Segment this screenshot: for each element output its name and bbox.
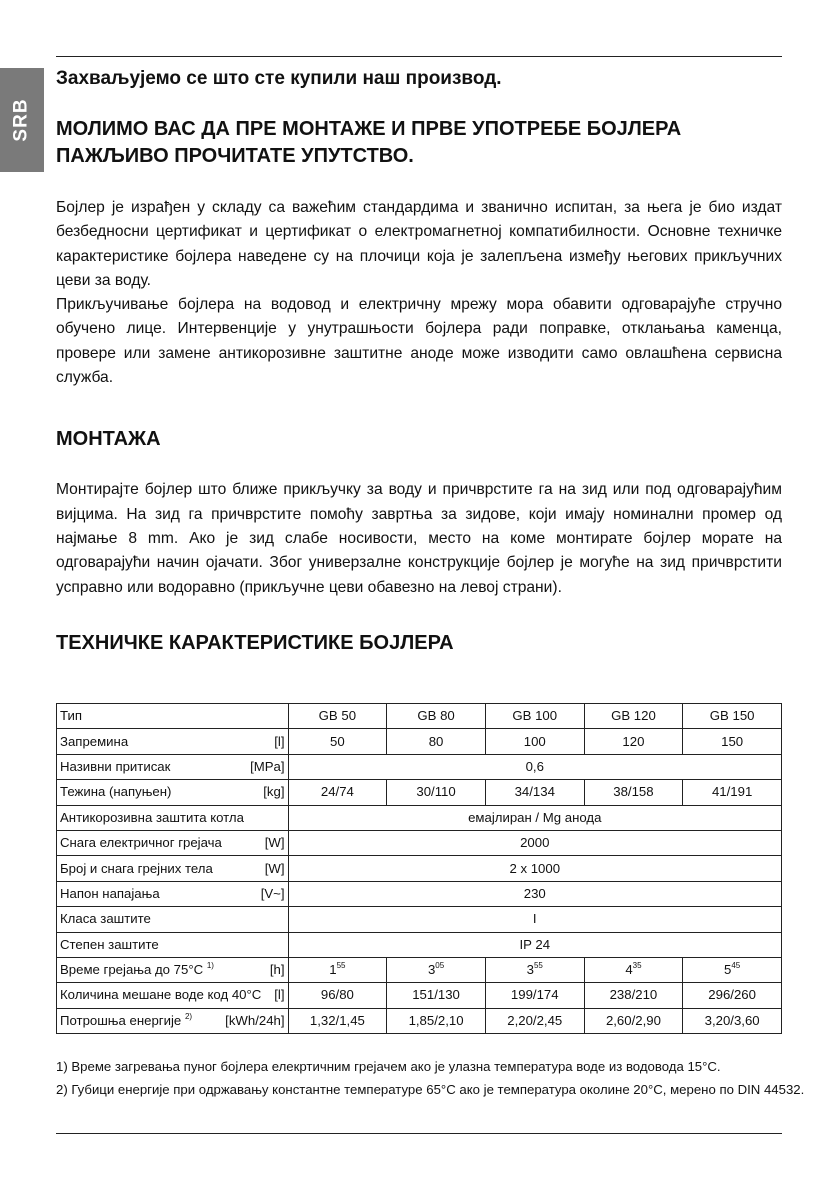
table-row (57, 729, 782, 754)
table-row (57, 780, 782, 805)
value-cell: 151/130 (387, 983, 486, 1008)
value-cell: $1^{55}$ (288, 957, 387, 982)
spec-label: Запремина [l] (57, 729, 289, 754)
language-tab-label: SRB (11, 98, 32, 142)
value-cell: $5^{45}$ (683, 957, 782, 982)
value-cell: 199/174 (485, 983, 584, 1008)
intro-paragraph-1: Бојлер је израђен у складу са важећим стандардима и званично испитан, за њега је био издат безбедносни цертификат и цертификат о електромагнетној компатибилности. Основне техничке карактеристике бојлера наведене су на плочици која је залепљена између његових прикључних цеви за воду. (56, 199, 782, 289)
language-tab (0, 68, 44, 172)
model-cell: GB 150 (683, 704, 782, 729)
value-cell: 296/260 (683, 983, 782, 1008)
spec-label: Време грејања до 75°C $^{1)}$ [h] (57, 957, 289, 982)
value-cell: $3^{05}$ (387, 957, 486, 982)
mounting-paragraph: Монтирајте бојлер што ближе прикључку за воду и причврстите га на зид или под одговарајућим вијцима. На зид га причврстите помоћу завртња за зидове, који имају номинални промер од најмање 8 mm. Ако је зид слабе носивости, место на коме монтирате бојлер морате на одговарајући начин ојачати. Због универзалне конструкције бојлер је могуће на зид причврстити усправно или водоравно (прикључне цеви обавезно на левој страни). (56, 481, 782, 596)
value-cell: I (288, 907, 781, 932)
value-cell: 2000 (288, 830, 781, 855)
mounting-heading: МОНТАЖА (56, 428, 161, 451)
spec-label: Антикорозивна заштита котла (57, 805, 289, 830)
thank-you-line: Захваљујемо се што сте купили наш производ. (56, 68, 502, 89)
table-row (57, 932, 782, 957)
model-cell: GB 50 (288, 704, 387, 729)
footnote-1: 1) Време загревања пуног бојлера елекртичним грејачем ако је улазна температура воде из водовода 15°C. (56, 1059, 721, 1074)
model-cell: GB 80 (387, 704, 486, 729)
value-cell: $3^{55}$ (485, 957, 584, 982)
value-cell: 50 (288, 729, 387, 754)
table-row (57, 830, 782, 855)
spec-label: Снага електричног грејача [W] (57, 830, 289, 855)
value-cell: 230 (288, 881, 781, 906)
table-row (57, 881, 782, 906)
table-row (57, 907, 782, 932)
spec-label: Класа заштите (57, 907, 289, 932)
spec-label: Потрошња енергије $^{2)}$ [kWh/24h] (57, 1008, 289, 1033)
spec-label: Напон напајања [V~] (57, 881, 289, 906)
table-row (57, 957, 782, 982)
value-cell: 38/158 (584, 780, 683, 805)
intro-paragraph-2: Прикључивање бојлера на водовод и електричну мрежу мора обавити одговарајуће стручно обучено лице. Интервенције у унутрашњости бојлера ради поправке, отклањања каменца, провере или замене антикорозивне заштитне аноде може изводити само овлашћена сервисна служба. (56, 296, 782, 387)
value-cell: 0,6 (288, 754, 781, 779)
footnotes (56, 1055, 805, 1101)
document-body (56, 66, 782, 656)
top-rule (56, 56, 782, 57)
value-cell: 1,85/2,10 (387, 1008, 486, 1033)
value-cell: 30/110 (387, 780, 486, 805)
model-cell: GB 120 (584, 704, 683, 729)
tech-specs-heading: ТЕХНИЧКЕ КАРАКТЕРИСТИКЕ БОЈЛЕРА (56, 631, 454, 654)
value-cell: емајлиран / Mg анода (288, 805, 781, 830)
value-cell: IP 24 (288, 932, 781, 957)
value-cell: $4^{35}$ (584, 957, 683, 982)
read-instructions-warning: МОЛИМО ВАС ДА ПРЕ МОНТАЖЕ И ПРВЕ УПОТРЕБЕ БОЈЛЕРА ПАЖЉИВО ПРОЧИТАТЕ УПУТСТВО. (56, 118, 682, 167)
value-cell: 3,20/3,60 (683, 1008, 782, 1033)
spec-label: Количина мешане воде код 40°C [l] (57, 983, 289, 1008)
table-row (57, 983, 782, 1008)
value-cell: 150 (683, 729, 782, 754)
footnote-2: 2) Губици енергије при одржавању константне температуре 65°C ако је температура околине 20°C, мерено по DIN 44532. (56, 1082, 805, 1097)
table-row (57, 704, 782, 729)
value-cell: 24/74 (288, 780, 387, 805)
spec-label: Степен заштите (57, 932, 289, 957)
spec-label: Тежина (напуњен) [kg] (57, 780, 289, 805)
value-cell: 80 (387, 729, 486, 754)
spec-label: Број и снага грејних тела [W] (57, 856, 289, 881)
table-row (57, 754, 782, 779)
spec-label: Називни притисак [MPa] (57, 754, 289, 779)
value-cell: 2,60/2,90 (584, 1008, 683, 1033)
value-cell: 120 (584, 729, 683, 754)
spec-label: Тип (57, 704, 289, 729)
value-cell: 34/134 (485, 780, 584, 805)
value-cell: 2 x 1000 (288, 856, 781, 881)
value-cell: 238/210 (584, 983, 683, 1008)
table-row (57, 1008, 782, 1033)
value-cell: 41/191 (683, 780, 782, 805)
spec-table (56, 703, 782, 1034)
value-cell: 100 (485, 729, 584, 754)
table-row (57, 805, 782, 830)
bottom-rule (56, 1133, 782, 1134)
value-cell: 1,32/1,45 (288, 1008, 387, 1033)
table-row (57, 856, 782, 881)
value-cell: 2,20/2,45 (485, 1008, 584, 1033)
value-cell: 96/80 (288, 983, 387, 1008)
model-cell: GB 100 (485, 704, 584, 729)
